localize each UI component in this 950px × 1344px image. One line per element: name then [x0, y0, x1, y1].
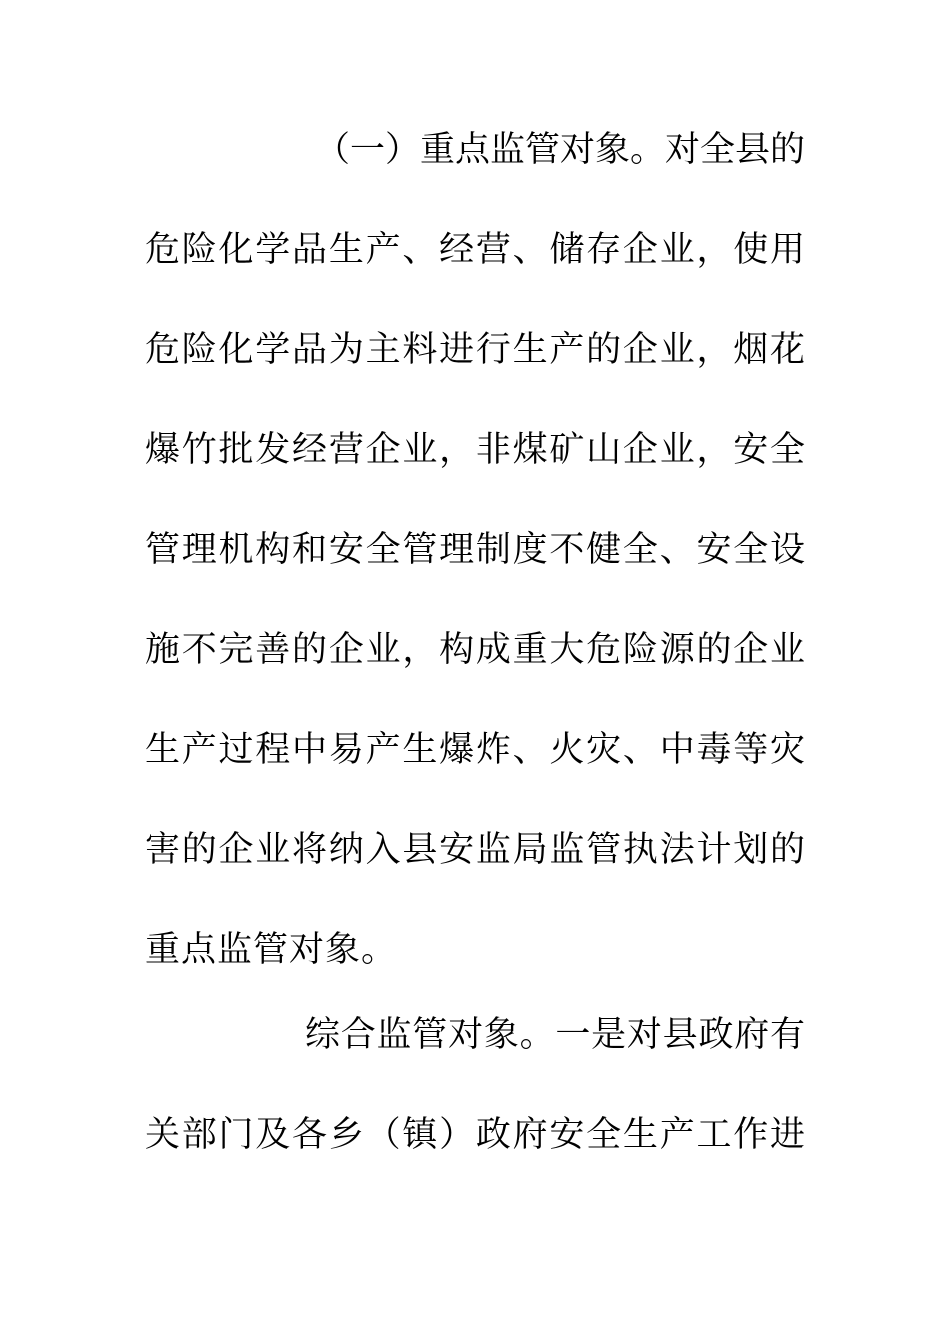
paragraph-1-line-9: 重点监管对象。: [145, 930, 398, 970]
paragraph-2-line-2: 关部门及各乡（镇）政府安全生产工作进: [145, 1115, 805, 1155]
paragraph-1-line-5: 管理机构和安全管理制度不健全、安全设: [145, 530, 805, 570]
paragraph-1-line-6: 施不完善的企业，构成重大危险源的企业: [145, 630, 805, 670]
paragraph-1-line-1: （一）重点监管对象。对全县的: [315, 130, 806, 170]
paragraph-1-line-4: 爆竹批发经营企业，非煤矿山企业，安全: [145, 430, 805, 470]
paragraph-2-line-1: 综合监管对象。一是对县政府有: [305, 1015, 805, 1055]
paragraph-1-line-2: 危险化学品生产、经营、储存企业，使用: [145, 230, 805, 270]
paragraph-1-line-7: 生产过程中易产生爆炸、火灾、中毒等灾: [145, 730, 805, 770]
paragraph-1-line-3: 危险化学品为主料进行生产的企业，烟花: [145, 330, 805, 370]
paragraph-1-line-8: 害的企业将纳入县安监局监管执法计划的: [145, 830, 805, 870]
